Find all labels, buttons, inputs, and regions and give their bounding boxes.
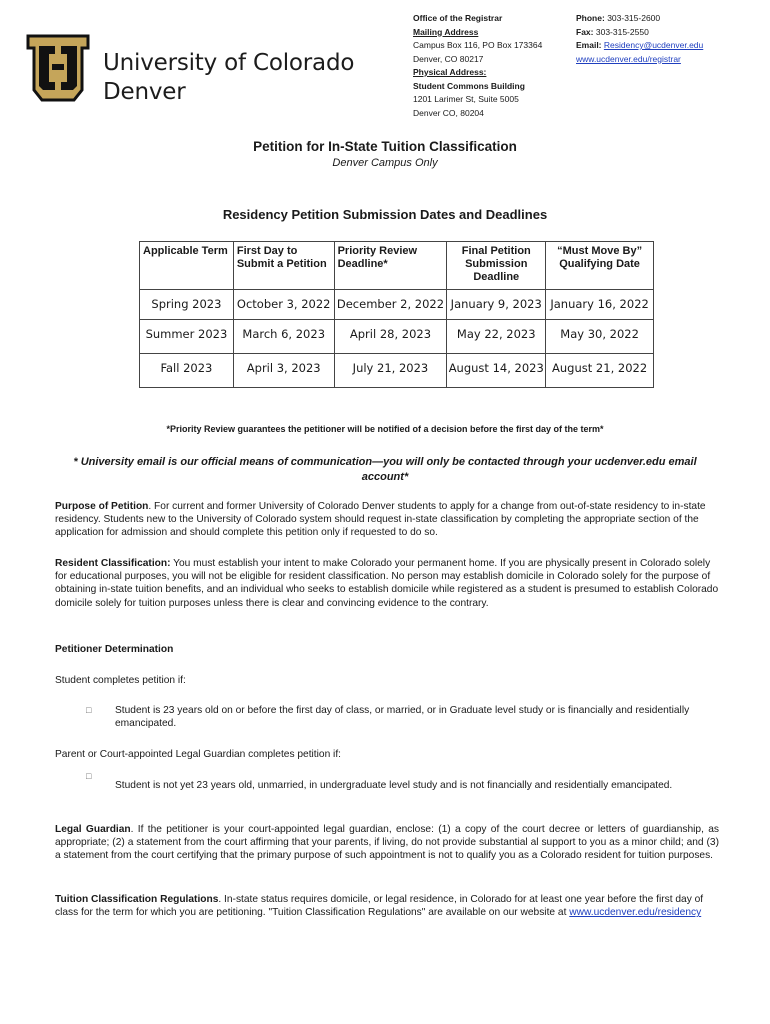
physical-line2: 1201 Larimer St, Suite 5005 [413, 94, 519, 104]
table-header: “Must Move By” Qualifying Date [546, 242, 654, 290]
registrar-website-link[interactable]: www.ucdenver.edu/registrar [576, 53, 681, 64]
legal-guardian-paragraph [55, 823, 719, 863]
university-name-line2: Denver [103, 79, 186, 105]
table-header: Final Petition Submission Deadline [447, 242, 546, 290]
guardian-text: . If the petitioner is your court-appointed legal guardian, enclose: (1) a copy of the court decree or letters of guardianship, as appropriate; (2) a statement from the court affirming that your parents, if living, do not provide substantial al support to you as a minor child; and (3) a statement from the court certifying that the primary purpose of such appointment is not to qualify you as a Colorado resident for tuition purposes. [55, 824, 719, 862]
table-cell: October 3, 2022 [233, 290, 334, 320]
regulations-text: . In-state status requires domicile, or legal residence, in Colorado for at least one year before the first day of class for the term for which you are petitioning. "Tuition Classification Regulations" are available on our website at [55, 894, 704, 919]
table-cell: December 2, 2022 [334, 290, 447, 320]
table-header: Priority Review Deadline* [334, 242, 447, 290]
table-row [140, 320, 654, 354]
phone-value: 303-315-2600 [607, 13, 661, 23]
resident-text: You must establish your intent to make Colorado your permanent home. If you are physically present in Colorado solely for educational purposes, you will not be eligible for resident classification. No person may establish domicile in Colorado solely for the purpose of obtaining in-state tuition benefits, and an individual who seeks to establish domicile while registered as a student is presumed to establish Colorado domicile solely for tuition purposes unless there is clear and convincing evidence to the contrary. [55, 558, 719, 609]
table-cell: August 21, 2022 [546, 354, 654, 388]
table-header: Applicable Term [140, 242, 234, 290]
phone-label: Phone: [576, 13, 605, 23]
page-subtitle: Denver Campus Only [332, 157, 438, 169]
office-address-block [413, 12, 573, 120]
fax-value: 303-315-2550 [595, 26, 649, 37]
regulations-label: Tuition Classification Regulations [55, 894, 219, 905]
table-cell: January 9, 2023 [447, 290, 546, 320]
page-title: Petition for In-State Tuition Classification [253, 139, 517, 154]
purpose-text: . For current and former University of Colorado Denver students to apply for a change from out-of-state residency to in-state residency. Students new to the University of Colorado system should request in-state classification by completing the appropriate section of the application for admission and should complete this petition only if requested to do so. [55, 501, 706, 539]
guardian-label: Legal Guardian [55, 824, 131, 835]
cu-logo [22, 34, 94, 104]
table-cell: January 16, 2022 [546, 290, 654, 320]
deadlines-table [139, 241, 654, 388]
table-cell: Summer 2023 [140, 320, 234, 354]
checkbox-icon: □ [86, 705, 92, 715]
mailing-address-label: Mailing Address [413, 26, 479, 37]
fax-label: Fax: [576, 26, 594, 37]
regulations-paragraph [55, 893, 719, 919]
checkbox-icon: □ [86, 771, 92, 781]
table-cell: July 21, 2023 [334, 354, 447, 388]
parent-completes-text: Parent or Court-appointed Legal Guardian completes petition if: [55, 749, 341, 760]
table-cell: March 6, 2023 [233, 320, 334, 354]
student-completes-text: Student completes petition if: [55, 675, 186, 686]
bullet-item-1: Student is 23 years old on or before the first day of class, or married, or in Graduate level study or is financially and residentially emancipated. [115, 705, 690, 730]
physical-line3: Denver CO, 80204 [413, 107, 484, 118]
table-row [140, 354, 654, 388]
physical-address-label: Physical Address: [413, 67, 487, 77]
table-header-row [140, 242, 654, 290]
email-link[interactable]: Residency@ucdenver.edu [603, 40, 704, 50]
mailing-line1: Campus Box 116, PO Box 173364 [413, 40, 543, 50]
resident-label: Resident Classification: [55, 558, 171, 569]
table-header: First Day to Submit a Petition [233, 242, 334, 290]
purpose-label: Purpose of Petition [55, 501, 149, 512]
bullet-item-2: Student is not yet 23 years old, unmarried, in undergraduate level study and is not financially and residentially emancipated. [115, 780, 673, 791]
purpose-paragraph [55, 500, 719, 540]
resident-paragraph [55, 557, 719, 610]
university-name-line1: University of Colorado [103, 50, 355, 76]
table-row [140, 290, 654, 320]
physical-line1: Student Commons Building [413, 80, 525, 91]
petitioner-heading: Petitioner Determination [55, 644, 174, 655]
priority-review-note: *Priority Review guarantees the petitioner will be notified of a decision before the first day of the term* [166, 424, 604, 434]
table-cell: May 30, 2022 [546, 320, 654, 354]
table-cell: Spring 2023 [140, 290, 234, 320]
office-title: Office of the Registrar [413, 13, 503, 23]
table-cell: August 14, 2023 [447, 354, 546, 388]
table-cell: April 3, 2023 [233, 354, 334, 388]
table-cell: May 22, 2023 [447, 320, 546, 354]
table-cell: Fall 2023 [140, 354, 234, 388]
email-notice: * University email is our official means of communication—you will only be contacted through your ucdenver.edu email account* [73, 456, 697, 483]
email-label: Email: [576, 40, 602, 50]
mailing-line2: Denver, CO 80217 [413, 53, 484, 64]
contact-block [576, 12, 703, 66]
table-cell: April 28, 2023 [334, 320, 447, 354]
section-heading: Residency Petition Submission Dates and Deadlines [222, 207, 548, 222]
residency-link[interactable]: www.ucdenver.edu/residency [569, 907, 702, 919]
